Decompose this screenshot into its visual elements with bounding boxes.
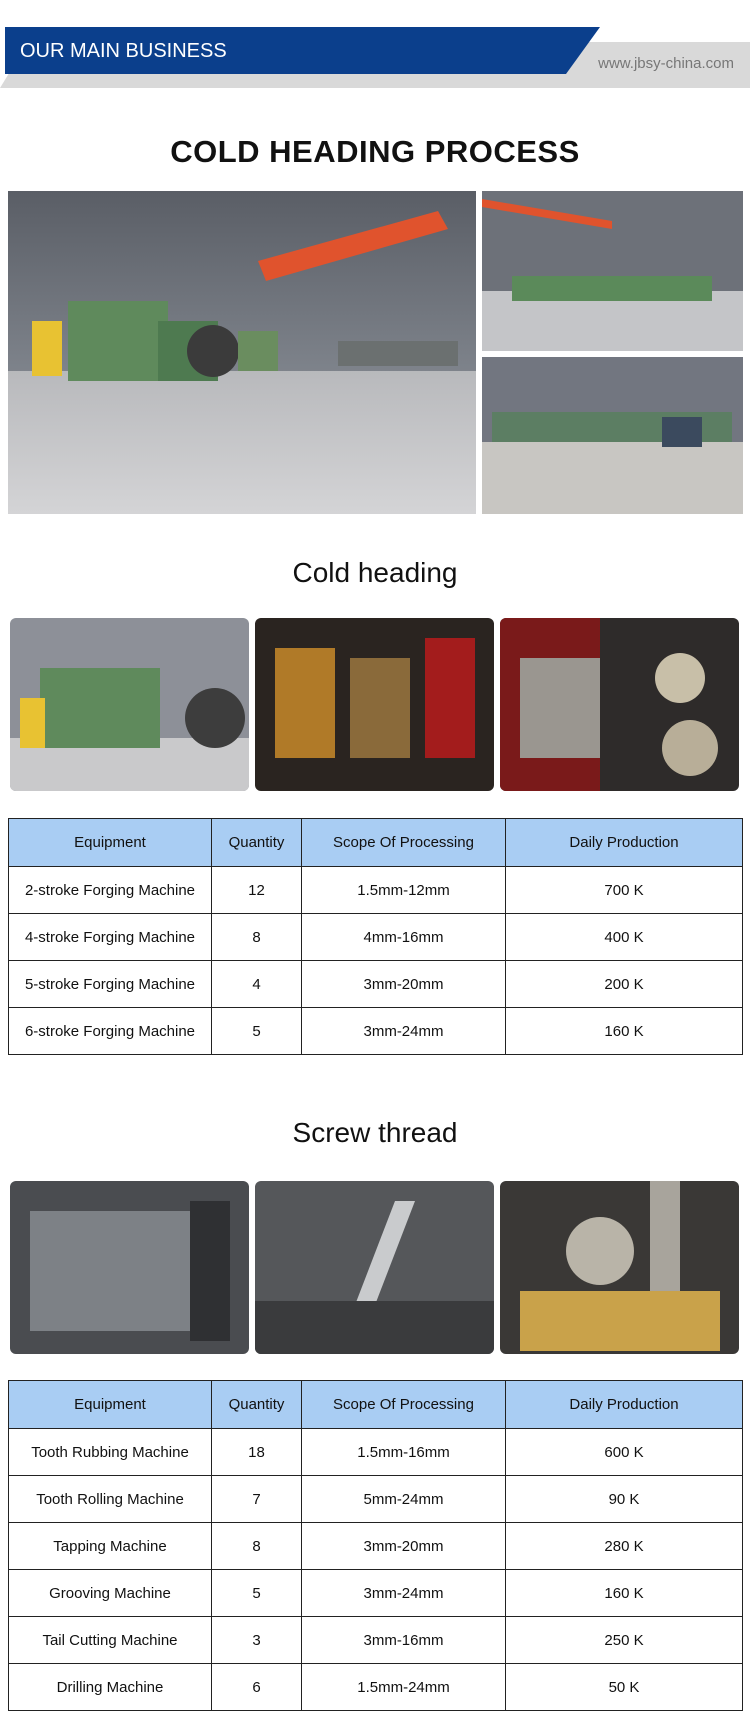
workshop-photo-bottom [482, 357, 743, 514]
col-header-quantity: Quantity [212, 819, 302, 867]
tapping-machine-photo [500, 1181, 739, 1354]
table-row [9, 914, 743, 961]
col-header-equipment: Equipment [9, 819, 212, 867]
cell-daily-production: 250 K [506, 1617, 743, 1664]
col-header-daily-production: Daily Production [506, 819, 743, 867]
table-row [9, 961, 743, 1008]
cell-scope: 1.5mm-24mm [302, 1664, 506, 1711]
cell-quantity: 3 [212, 1617, 302, 1664]
table-header-row [9, 819, 743, 867]
header-banner [0, 0, 750, 100]
cell-quantity: 5 [212, 1570, 302, 1617]
banner-title: OUR MAIN BUSINESS [20, 40, 227, 62]
col-header-scope: Scope Of Processing [302, 819, 506, 867]
cell-scope: 3mm-24mm [302, 1570, 506, 1617]
cell-daily-production: 600 K [506, 1429, 743, 1476]
cell-daily-production: 160 K [506, 1008, 743, 1055]
cell-equipment: Drilling Machine [9, 1664, 212, 1711]
cell-equipment: Grooving Machine [9, 1570, 212, 1617]
cell-scope: 5mm-24mm [302, 1476, 506, 1523]
cell-scope: 3mm-24mm [302, 1008, 506, 1055]
table-row [9, 1570, 743, 1617]
die-tooling-photo [255, 618, 494, 791]
table-row [9, 1523, 743, 1570]
col-header-daily-production: Daily Production [506, 1381, 743, 1429]
cell-scope: 1.5mm-16mm [302, 1429, 506, 1476]
table-header-row [9, 1381, 743, 1429]
cell-quantity: 5 [212, 1008, 302, 1055]
col-header-quantity: Quantity [212, 1381, 302, 1429]
cell-equipment: Tooth Rolling Machine [9, 1476, 212, 1523]
cell-quantity: 4 [212, 961, 302, 1008]
cell-scope: 3mm-16mm [302, 1617, 506, 1664]
cell-scope: 4mm-16mm [302, 914, 506, 961]
cell-equipment: 6-stroke Forging Machine [9, 1008, 212, 1055]
workshop-photo-top [482, 191, 743, 351]
factory-floor-photo [8, 191, 476, 514]
table-row [9, 1664, 743, 1711]
cell-equipment: Tapping Machine [9, 1523, 212, 1570]
cell-quantity: 12 [212, 867, 302, 914]
col-header-scope: Scope Of Processing [302, 1381, 506, 1429]
cold-heading-machine-photo [10, 618, 249, 791]
cell-daily-production: 200 K [506, 961, 743, 1008]
cell-quantity: 18 [212, 1429, 302, 1476]
cell-quantity: 8 [212, 914, 302, 961]
thread-screw-closeup-photo [255, 1181, 494, 1354]
cell-daily-production: 700 K [506, 867, 743, 914]
cold-heading-title: Cold heading [292, 557, 458, 588]
website-link[interactable]: www.jbsy-china.com [598, 55, 734, 72]
cell-equipment: Tooth Rubbing Machine [9, 1429, 212, 1476]
cell-daily-production: 280 K [506, 1523, 743, 1570]
table-row [9, 867, 743, 914]
cell-equipment: Tail Cutting Machine [9, 1617, 212, 1664]
table-row [9, 1429, 743, 1476]
cell-daily-production: 90 K [506, 1476, 743, 1523]
page-title: COLD HEADING PROCESS [170, 134, 580, 169]
cell-daily-production: 160 K [506, 1570, 743, 1617]
cell-scope: 1.5mm-12mm [302, 867, 506, 914]
heading-station-photo [500, 618, 739, 791]
table-row [9, 1476, 743, 1523]
thread-rolling-die-photo [10, 1181, 249, 1354]
cell-scope: 3mm-20mm [302, 961, 506, 1008]
cold-heading-table [8, 818, 743, 1055]
cell-scope: 3mm-20mm [302, 1523, 506, 1570]
table-row [9, 1008, 743, 1055]
screw-thread-table [8, 1380, 743, 1711]
cell-equipment: 2-stroke Forging Machine [9, 867, 212, 914]
cell-quantity: 8 [212, 1523, 302, 1570]
cell-quantity: 7 [212, 1476, 302, 1523]
cell-quantity: 6 [212, 1664, 302, 1711]
screw-thread-title: Screw thread [292, 1117, 458, 1148]
col-header-equipment: Equipment [9, 1381, 212, 1429]
cell-daily-production: 50 K [506, 1664, 743, 1711]
cell-equipment: 4-stroke Forging Machine [9, 914, 212, 961]
cell-equipment: 5-stroke Forging Machine [9, 961, 212, 1008]
table-row [9, 1617, 743, 1664]
cell-daily-production: 400 K [506, 914, 743, 961]
